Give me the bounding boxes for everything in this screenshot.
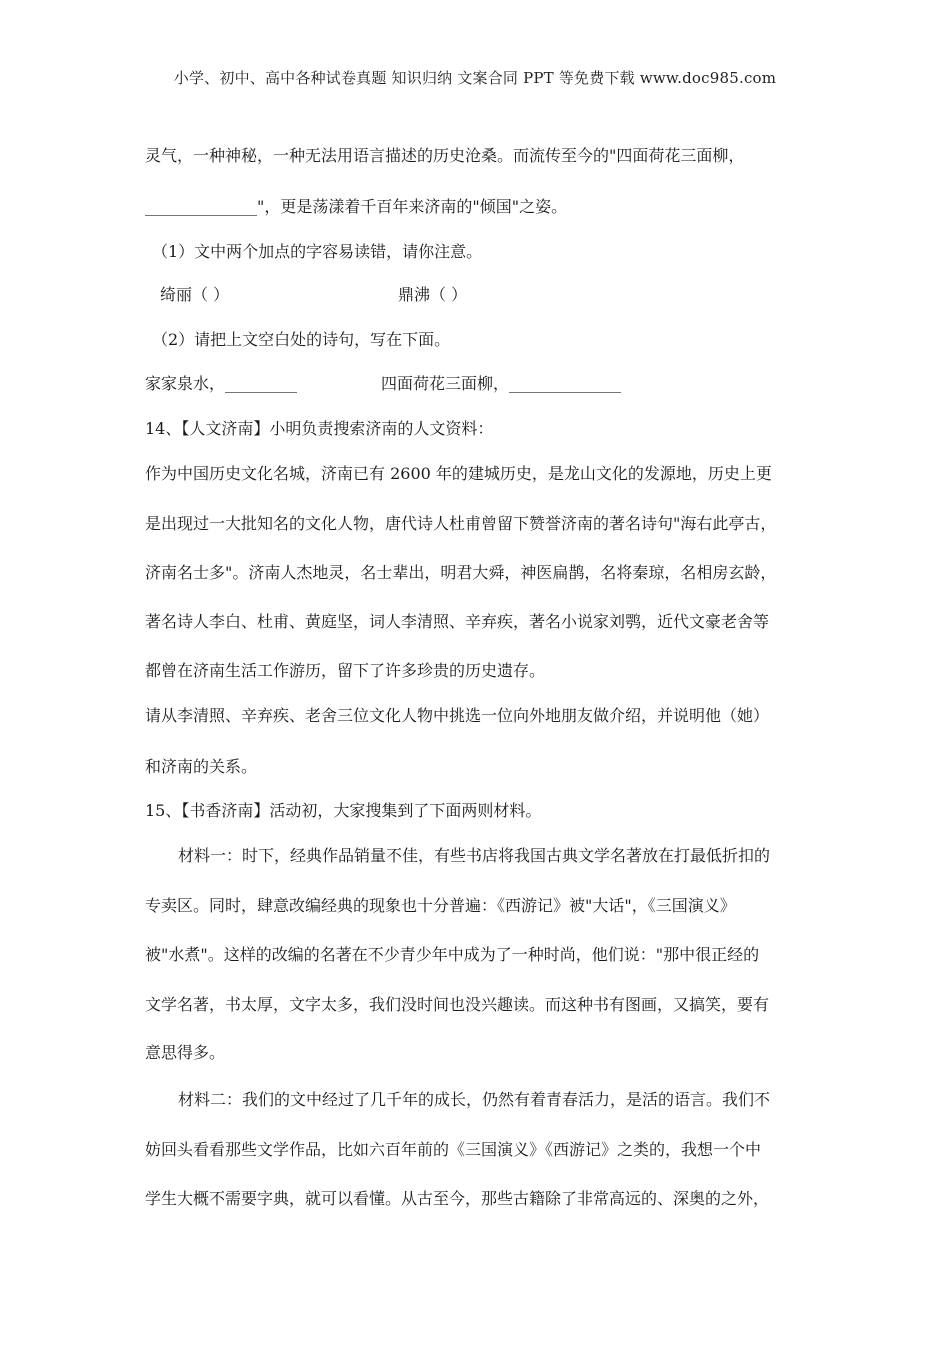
- question-14-heading: 14、【人文济南】小明负责搜索济南的人文资料：: [145, 419, 494, 438]
- poem-blank-1: 家家泉水，_________: [145, 374, 298, 393]
- poem-blank-2: 四面荷花三面柳，______________: [381, 374, 622, 393]
- text-line: 作为中国历史文化名城，济南已有 2600 年的建城历史，是龙山文化的发源地，历史上更: [145, 464, 772, 483]
- text-line: 意思得多。: [145, 1043, 226, 1062]
- question-2: （2）请把上文空白处的诗句，写在下面。: [152, 330, 451, 349]
- text-line: 是出现过一大批知名的文化人物，唐代诗人杜甫曾留下赞誉济南的著名诗句"海右此亭古，: [145, 514, 777, 533]
- text-line: 灵气，一种神秘，一种无法用语言描述的历史沧桑。而流传至今的"四面荷花三面柳，: [145, 146, 745, 165]
- question-1: （1）文中两个加点的字容易读错，请你注意。: [152, 242, 483, 261]
- text-line: 专卖区。同时，肆意改编经典的现象也十分普遍：《西游记》被"大话"，《三国演义》: [145, 896, 736, 915]
- question-15-heading: 15、【书香济南】活动初，大家搜集到了下面两则材料。: [145, 801, 542, 820]
- text-line: 都曾在济南生活工作游历，留下了许多珍贵的历史遗存。: [145, 661, 546, 680]
- pinyin-item-qili: 绮丽（ ）: [160, 285, 230, 304]
- question-14-prompt: 请从李清照、辛弃疾、老舍三位文化人物中挑选一位向外地朋友做介绍，并说明他（她）: [145, 706, 770, 725]
- text-line: 学生大概不需要字典，就可以看懂。从古至今，那些古籍除了非常高远的、深奥的之外，: [145, 1189, 770, 1208]
- material-2-start: 材料二：我们的文中经过了几千年的成长，仍然有着青春活力，是活的语言。我们不: [178, 1090, 771, 1109]
- pinyin-item-dingfei: 鼎沸（ ）: [398, 285, 468, 304]
- page-header: 小学、初中、高中各种试卷真题 知识归纳 文案合同 PPT 等免费下载 www.doc985.com: [173, 69, 777, 87]
- text-line: 济南名士多"。济南人杰地灵，名士辈出，明君大舜，神医扁鹊，名将秦琼，名相房玄龄，: [145, 563, 777, 582]
- text-line: ______________"，更是荡漾着千百年来济南的"倾国"之姿。: [145, 197, 568, 216]
- text-line: 著名诗人李白、杜甫、黄庭坚，词人李清照、辛弃疾，著名小说家刘鹗，近代文豪老舍等: [145, 612, 770, 631]
- text-line: 和济南的关系。: [145, 757, 258, 776]
- material-1-start: 材料一：时下，经典作品销量不佳，有些书店将我国古典文学名著放在打最低折扣的: [178, 846, 771, 865]
- text-line: 妨回头看看那些文学作品，比如六百年前的《三国演义》《西游记》之类的，我想一个中: [145, 1140, 762, 1159]
- text-line: 文学名著，书太厚，文字太多，我们没时间也没兴趣读。而这种书有图画，又搞笑，要有: [145, 995, 770, 1014]
- text-line: 被"水煮"。这样的改编的名著在不少青少年中成为了一种时尚，他们说："那中很正经的: [145, 945, 760, 964]
